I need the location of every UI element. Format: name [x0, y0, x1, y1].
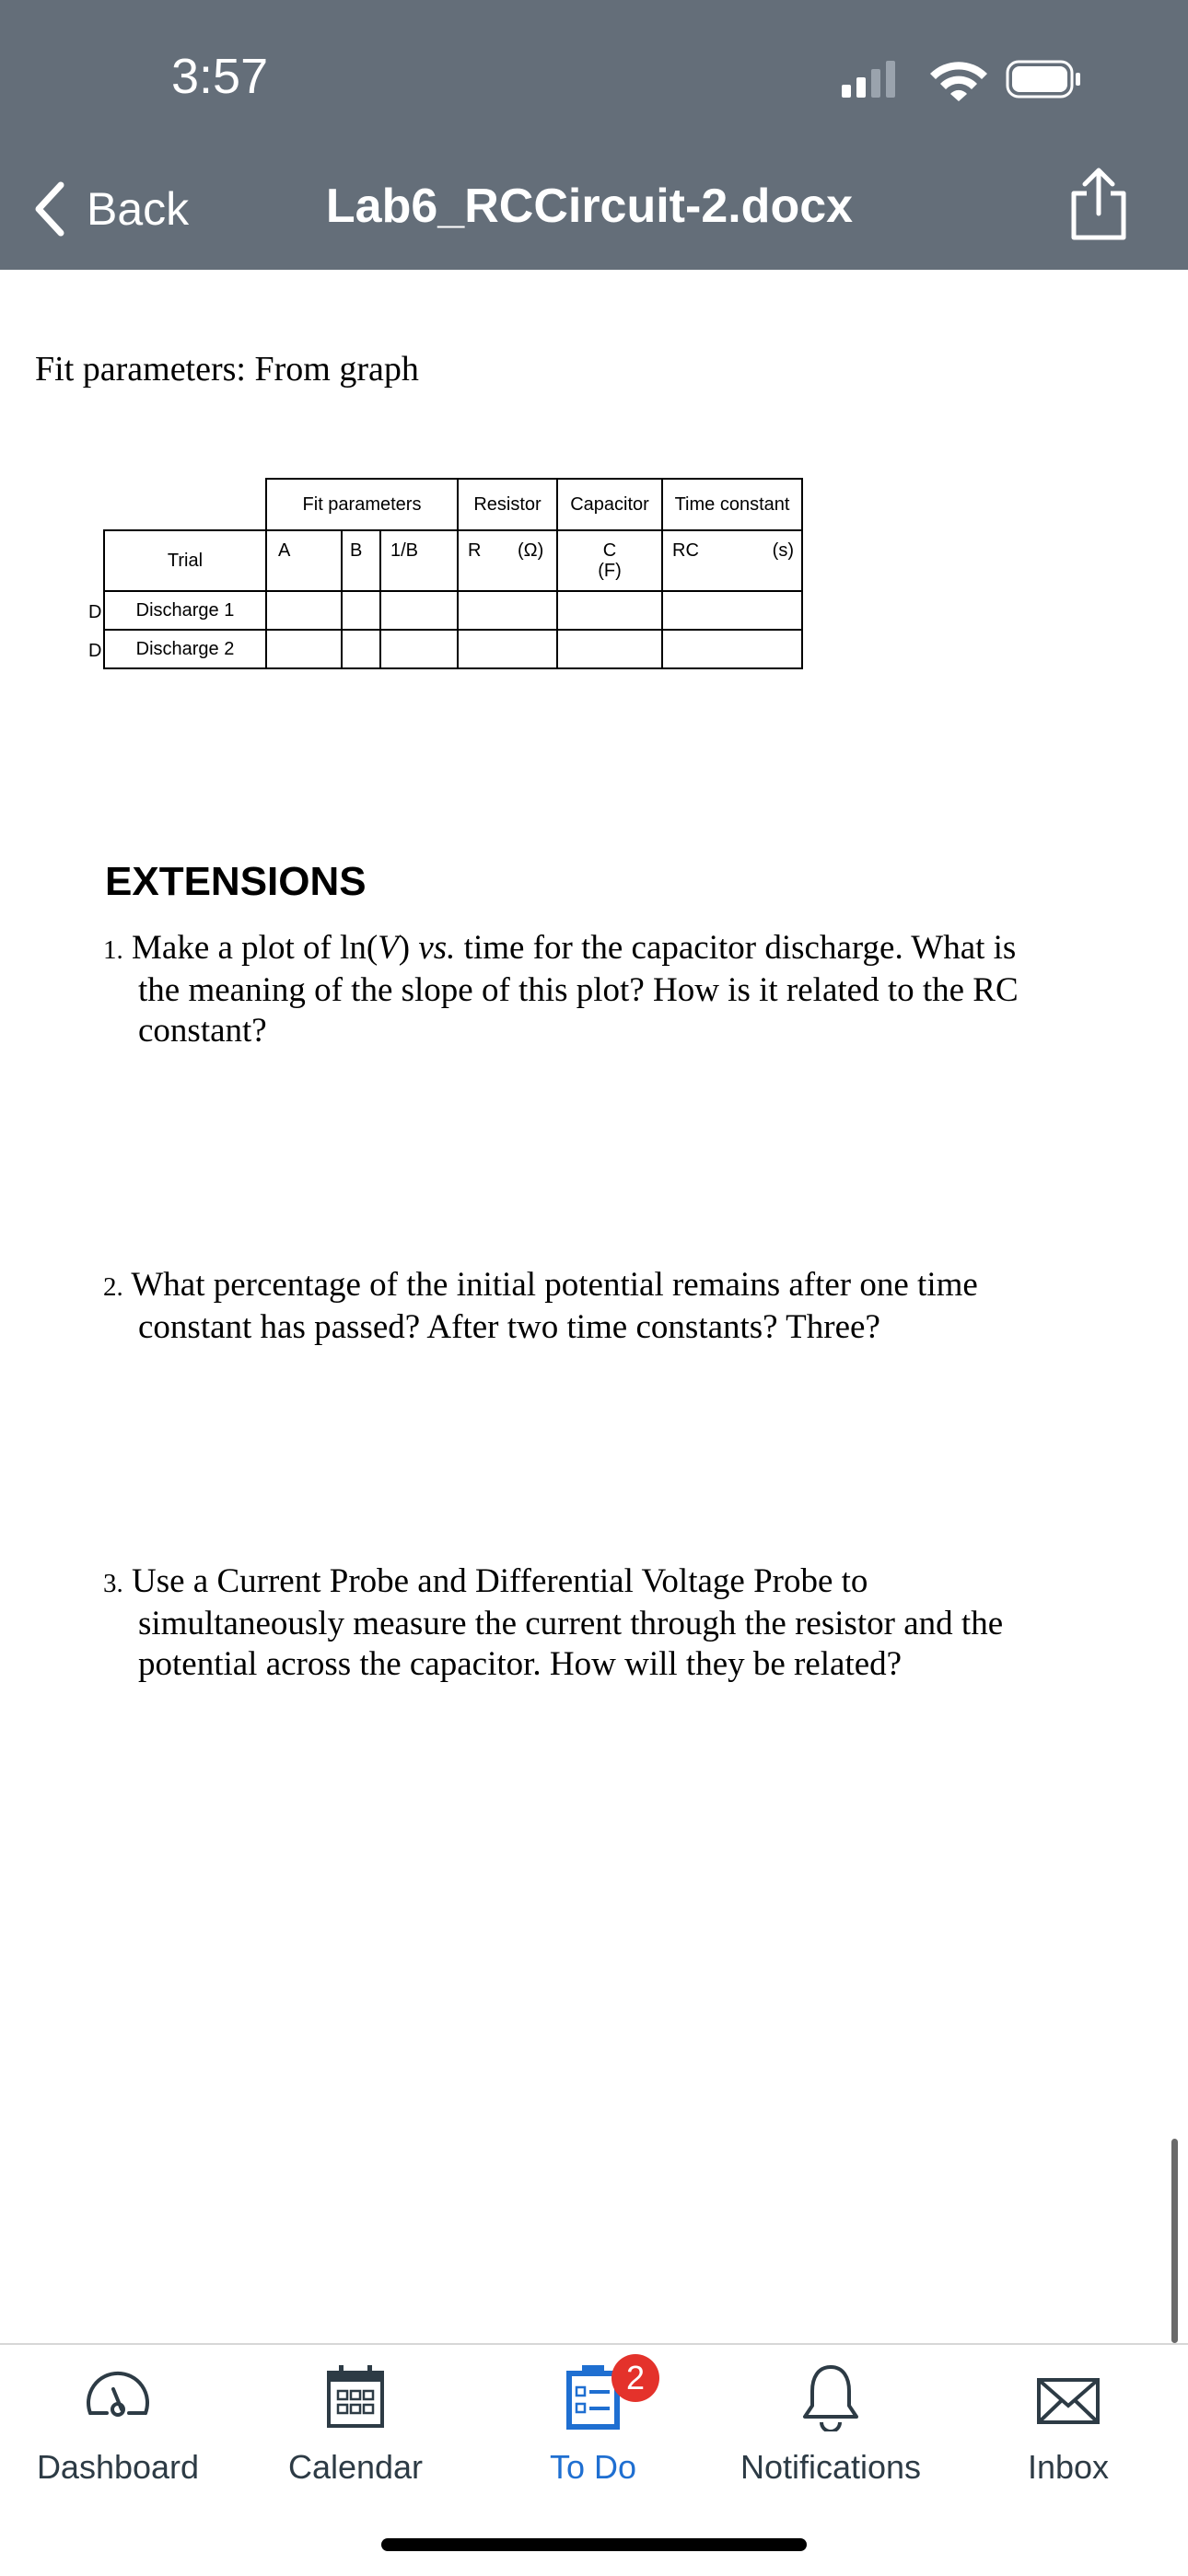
question-1-line-3: constant?: [138, 1012, 267, 1050]
wifi-icon: [930, 62, 987, 101]
question-1-text-c: time for the capacitor discharge. What is: [455, 929, 1017, 967]
header-time-constant: Time constant: [662, 479, 802, 530]
question-1: [103, 928, 1098, 1051]
document-title: Lab6_RCCircuit-2.docx: [325, 180, 854, 233]
row-label-discharge-1: Discharge 1: [104, 591, 266, 630]
tab-inbox[interactable]: [958, 2345, 1179, 2529]
subheader-r-unit: (Ω): [518, 540, 544, 561]
home-indicator[interactable]: [381, 2538, 807, 2551]
table-header-row: [104, 479, 802, 530]
subheader-trial: Trial: [104, 530, 266, 591]
subheader-r-label: R: [468, 540, 482, 561]
question-3-number: 3.: [103, 1569, 123, 1598]
tab-inbox-label: Inbox: [1027, 2448, 1110, 2486]
tab-dashboard-label: Dashboard: [36, 2448, 200, 2486]
question-2-line-1: What percentage of the initial potential remains after one time: [131, 1266, 978, 1304]
table-subheader-row: [104, 530, 802, 591]
question-3-line-1: Use a Current Probe and Differential Voltage Probe to: [132, 1562, 868, 1600]
todo-count-badge: 2: [611, 2354, 659, 2402]
subheader-r: [458, 530, 557, 591]
document-view[interactable]: [0, 270, 1188, 2343]
calendar-icon: [326, 2363, 385, 2430]
status-icons: [838, 57, 1087, 101]
subheader-a: A: [266, 530, 342, 591]
dashboard-gauge-icon: [83, 2363, 153, 2422]
tab-calendar[interactable]: [245, 2345, 466, 2529]
app-header: [0, 0, 1188, 270]
row-prefix-2: D: [88, 641, 102, 661]
subheader-c-unit: (F): [598, 561, 622, 581]
question-3-line-3: potential across the capacitor. How will they be related?: [138, 1645, 903, 1683]
tab-calendar-label: Calendar: [287, 2448, 424, 2486]
extensions-heading: EXTENSIONS: [105, 859, 367, 904]
cellular-signal-icon: [842, 61, 895, 98]
question-3: [103, 1561, 1098, 1685]
row-prefix-1: D: [88, 602, 102, 622]
envelope-icon: [1036, 2363, 1101, 2430]
question-1-text-v: V: [378, 929, 399, 967]
question-1-text-a: Make a plot of ln(: [132, 929, 379, 967]
bell-icon: [799, 2363, 862, 2431]
subheader-b: B: [342, 530, 380, 591]
table-row: [104, 630, 802, 668]
subheader-c-label: C: [602, 540, 617, 561]
question-3-line-2: simultaneously measure the current through the resistor and the: [138, 1605, 1004, 1642]
question-1-line-2: the meaning of the slope of this plot? How is it related to the RC: [138, 971, 1019, 1009]
question-2: [103, 1265, 1098, 1348]
subheader-rc-label: RC: [672, 540, 699, 561]
subheader-1-over-b: 1/B: [380, 530, 458, 591]
subheader-c: [557, 530, 662, 591]
fit-parameters-heading: Fit parameters: From graph: [35, 350, 419, 389]
header-resistor: Resistor: [458, 479, 557, 530]
table-row: [104, 591, 802, 630]
fit-parameters-table: [103, 478, 803, 669]
question-2-line-2: constant has passed? After two time constants? Three?: [138, 1308, 880, 1346]
question-1-text-b: ): [398, 929, 419, 967]
subheader-rc: [662, 530, 802, 591]
header-capacitor: Capacitor: [557, 479, 662, 530]
question-1-number: 1.: [103, 935, 123, 965]
battery-icon: [1007, 62, 1080, 97]
question-2-number: 2.: [103, 1272, 123, 1302]
row-label-discharge-2: Discharge 2: [104, 630, 266, 668]
tab-todo[interactable]: [483, 2345, 704, 2529]
question-1-text-vs: vs.: [418, 929, 456, 967]
scrollbar[interactable]: [1171, 2139, 1178, 2343]
tab-dashboard[interactable]: [7, 2345, 228, 2529]
status-time: 3:57: [171, 49, 269, 104]
tab-todo-label: To Do: [549, 2448, 637, 2486]
tab-notifications[interactable]: [720, 2345, 941, 2529]
back-label: Back: [87, 183, 190, 235]
header-fit-parameters: Fit parameters: [266, 479, 458, 530]
share-icon[interactable]: [1066, 166, 1131, 243]
tab-notifications-label: Notifications: [740, 2448, 922, 2486]
subheader-rc-unit: (s): [772, 540, 794, 561]
